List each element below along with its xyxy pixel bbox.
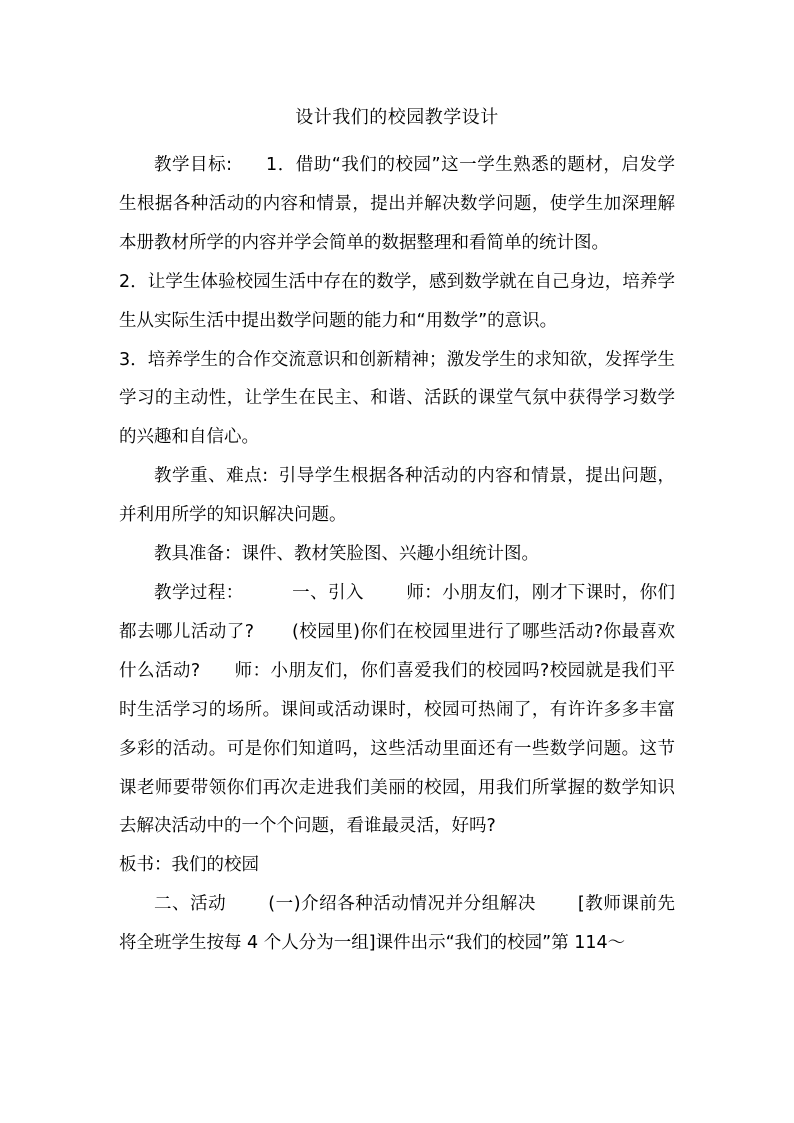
step-1-label: 一、引入 [291,582,364,603]
student-activity: (校园里)你们在校园里进行了哪些活动?你最喜欢什么活动? [119,621,675,681]
document-title: 设计我们的校园教学设计 [295,107,499,128]
teacher-question-1: 师：小朋友们，刚才下课时，你们都去哪儿活动了? [119,582,676,642]
goal-3-paragraph: 3．培养学生的合作交流意识和创新精神；激发学生的求知欲，发挥学生学习的主动性，让学生在民主、和谐、活跃的课堂气氛中获得学习数学的兴趣和自信心。 [119,349,675,448]
key-label: 教学重、难点: [154,466,269,487]
teaching-goals-paragraph [119,146,675,263]
key-points-paragraph [119,457,675,535]
key-text: 引导学生根据各种活动的内容和情景，提出问题，并利用所学的知识解决问题。 [119,466,675,526]
goal-1-text: 1．借助“我们的校园”这一学生熟悉的题材，启发学生根据各种活动的内容和情景，提出并解决数学问题，使学生加深理解本册教材所学的内容并学会简单的数据整理和看简单的统计图。 [119,155,676,253]
tools-paragraph: 教具准备：课件、教材笑脸图、兴趣小组统计图。 [154,544,539,565]
document-body [119,146,675,963]
step-2-subtitle: (一)介绍各种活动情况并分组解决 [268,894,536,915]
goal-2-paragraph: 2．让学生体验校园生活中存在的数学，感到数学就在自己身边，培养学生从实际生活中提出数学问题的能力和“用数学”的意识。 [119,271,675,331]
process-label: 教学过程： [154,582,244,603]
process-paragraph [119,574,675,846]
teacher-question-2: 师：小朋友们，你们喜爱我们的校园吗?校园就是我们平时生活学习的场所。课间或活动课时，校园可热闹了，有许许多多丰富多彩的活动。可是你们知道吗，这些活动里面还有一些数学问题。这节课老师要带领你们再次走进我们美丽的校园，用我们所掌握的数学知识去解决活动中的一个个问题，看谁最灵活，好吗? [119,660,675,837]
activity-paragraph [119,885,675,963]
goal-label: 教学目标: [154,155,233,175]
step-2-note: [教师课前先将全班学生按每 4 个人分为一组]课件出示“我们的校园”第 114～ [119,894,676,954]
step-2-label: 二、活动 [154,894,227,915]
board-paragraph: 板书：我们的校园 [119,855,259,876]
